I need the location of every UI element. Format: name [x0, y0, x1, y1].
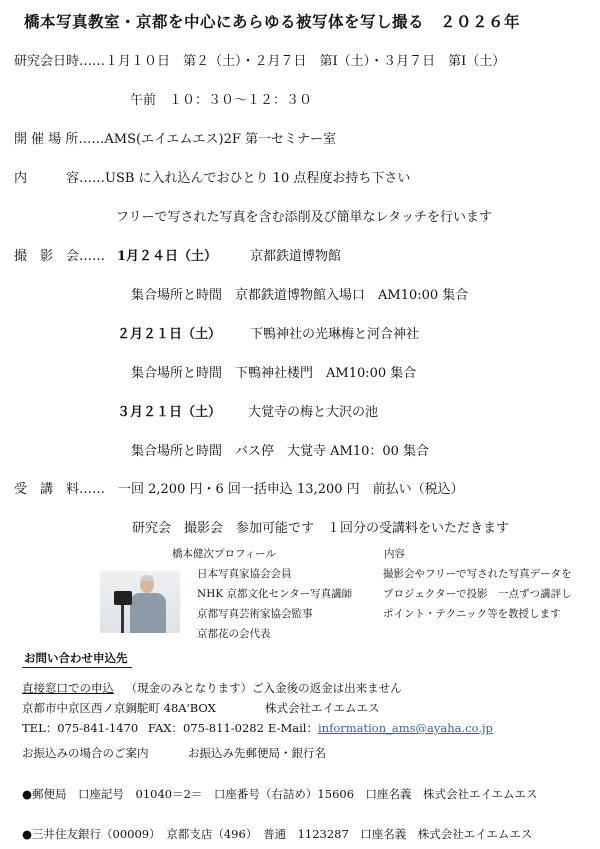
profile-item: 京都花の会代表	[197, 628, 271, 640]
email-line	[268, 720, 493, 736]
page-title: 橋本写真教室・京都を中心にあらゆる被写体を写し撮る ２０２６年	[24, 12, 521, 31]
schedule-time: 午前 １０：３０～１２：３０	[130, 93, 313, 108]
direct-apply-note: （現金のみとなります）ご入金後の返金は出来ません	[125, 681, 402, 695]
profile-item: 京都写真芸術家協会監事	[197, 608, 313, 620]
content-line-2: フリーで写された写真を含む添削及び簡単なレタッチを行います	[116, 210, 492, 225]
description-item: ポイント・テクニック等を教授します	[383, 608, 561, 620]
shoot-1-meet: 集合場所と時間 京都鉄道博物館入場口 AM10:00 集合	[131, 288, 469, 303]
address: 京都市中京区西ノ京銅駝町 48A'BOX	[22, 701, 216, 715]
instructor-photo	[100, 571, 180, 633]
tel: TEL：075-841-1470	[22, 721, 139, 735]
profile-item: 日本写真家協会会員	[197, 568, 292, 580]
shoot-3-meet: 集合場所と時間 バス停 大覚寺 AM10：00 集合	[131, 444, 430, 459]
shoot-3-date: ３月２１日（土）	[117, 405, 222, 420]
content-line-1: 内 容……USB に入れ込んでおひとり 10 点程度お持ち下さい	[14, 171, 411, 186]
email-link[interactable]: information_ams@ayaha.co.jp	[317, 721, 493, 735]
direct-apply-label: 直接窓口での申込	[22, 681, 114, 695]
fax: FAX：075-811-0282	[148, 721, 264, 735]
shoot-2-date: ２月２１日（土）	[117, 327, 222, 342]
contact-heading: お問い合わせ申込先	[24, 651, 128, 665]
shoot-3-place: 大覚寺の梅と大沢の池	[248, 405, 379, 420]
shoot-2-meet: 集合場所と時間 下鴨神社楼門 AM10:00 集合	[131, 366, 417, 381]
profile-item: NHK 京都文化センター写真講師	[197, 588, 353, 600]
fee-line-1: 受 講 料…… 一回 2,200 円・6 回一括申込 13,200 円 前払い（税込）	[14, 482, 464, 497]
profile-heading: 橋本健次プロフィール	[172, 548, 276, 560]
bank-account: ●三井住友銀行（00009） 京都支店（496） 普通 1123287 口座名義 株式会社エイエムエス	[22, 827, 533, 841]
transfer-guide: お振込みの場合のご案内	[22, 746, 149, 760]
email-label: E-Mail：	[268, 721, 318, 735]
schedule-line: 研究会日時……１月１０日 第２（土）・２月７日 第Ⅰ（土）・３月７日 第Ⅰ（土）	[14, 54, 506, 69]
camera-icon	[114, 591, 132, 605]
postal-account: ●郵便局 口座記号 01040＝2＝ 口座番号（右詰め）15606 口座名義 株式会社エイエムエス	[22, 787, 538, 801]
direct-apply-line	[22, 680, 402, 696]
company-name: 株式会社エイエムエス	[265, 701, 380, 715]
shoot-1-date: 1月２４日（土）	[117, 249, 218, 264]
fee-line-2: 研究会 撮影会 参加可能です １回分の受講料をいただきます	[132, 521, 510, 536]
venue-line: 開 催 場 所……AMS(エイエムエス)2F 第一セミナー室	[14, 132, 337, 147]
description-item: プロジェクターで投影 一点ずつ講評し	[383, 588, 572, 600]
transfer-destination: お振込み先郵便局・銀行名	[188, 746, 326, 760]
shoot-1-place: 京都鉄道博物館	[250, 249, 342, 264]
description-item: 撮影会やフリーで写された写真データを	[383, 568, 572, 580]
shoot-label: 撮 影 会……	[14, 249, 106, 264]
shoot-2-place: 下鴨神社の光琳梅と河合神社	[250, 327, 420, 342]
description-heading: 内容	[384, 548, 405, 560]
contact-heading-rule	[22, 667, 132, 668]
